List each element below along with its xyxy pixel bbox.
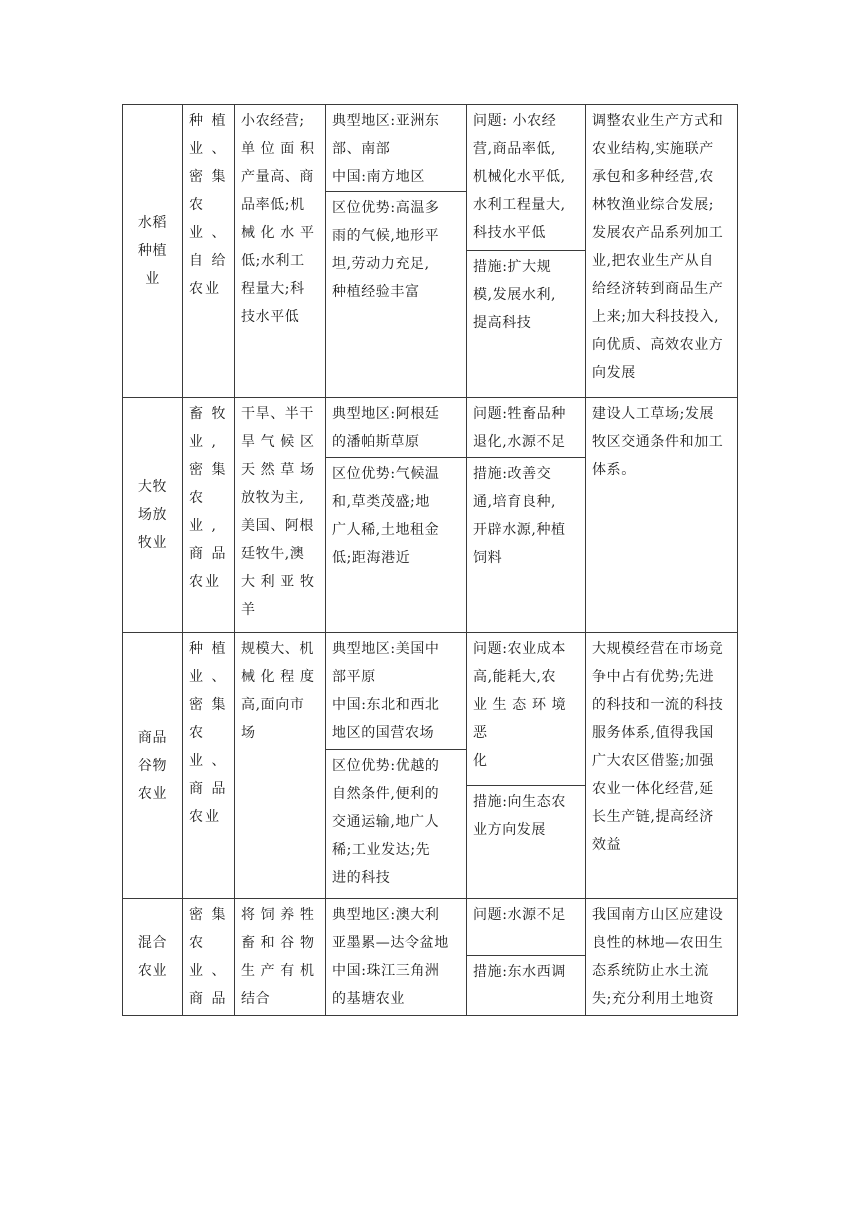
row2-development-text: 建设人工草场;发展 牧区交通条件和加工 体系。: [592, 406, 724, 478]
row2-problem: [466, 397, 586, 458]
row1-sector: [182, 104, 235, 398]
row4-measure-text: 措施:东水西调: [473, 964, 566, 980]
row3-type-text: 商品 谷物 农业: [137, 729, 168, 802]
row1-type: [122, 104, 183, 398]
row2-features: [234, 397, 326, 633]
row3-region: [325, 632, 467, 750]
row4-features-text: 将 饲 养 牲 畜 和 谷 物 生 产 有 机 结合: [241, 907, 315, 1007]
row2-region-text: 典型地区:阿根廷 的潘帕斯草原: [332, 406, 440, 450]
row4-development: [585, 898, 738, 1016]
row3-measure: [466, 785, 586, 899]
row4-sector: [182, 898, 235, 1016]
row3-sector-text: 种 植 业 、 密 集 农 业 、 商 品 农业: [189, 641, 228, 825]
row3-type: [122, 632, 183, 899]
row1-problem-text: 问题: 小农经 营,商品率低, 机械化水平低, 水利工程量大, 科技水平低: [473, 113, 566, 241]
row4-region-text: 典型地区:澳大利 亚墨累—达令盆地 中国:珠江三角洲 的基塘农业: [332, 907, 449, 1007]
row3-measure-text: 措施:向生态农 业方向发展: [473, 794, 566, 838]
row1-type-text: 水稻 种植 业: [137, 215, 168, 287]
row1-features: [234, 104, 326, 398]
row4-type-text: 混合 农业: [137, 935, 168, 979]
row3-advantage-text: 区位优势:优越的 自然条件,便利的 交通运输,地广人 稀;工业发达;先 进的科技: [332, 758, 440, 886]
row2-development: [585, 397, 738, 633]
row1-region: [325, 104, 467, 192]
row3-region-text: 典型地区:美国中 部平原 中国:东北和西北 地区的国营农场: [332, 641, 440, 741]
row1-development: [585, 104, 738, 398]
row1-region-text: 典型地区:亚洲东 部、南部 中国:南方地区: [332, 113, 440, 185]
row2-measure-text: 措施:改善交 通,培育良种, 开辟水源,种植 饲料: [473, 466, 566, 566]
row3-features-text: 规模大、机 械 化 程 度 高,面向市 场: [241, 641, 315, 741]
row1-features-text: 小农经营; 单 位 面 积 产量高、商 品率低;机 械 化 水 平 低;水利工 程量大;科 技水平低: [241, 113, 315, 325]
row2-sector-text: 畜 牧 业 , 密 集 农 业 , 商 品 农业: [189, 406, 228, 590]
row4-measure: [466, 955, 586, 1016]
row4-problem-text: 问题:水源不足: [473, 907, 566, 923]
row3-problem: [466, 632, 586, 786]
row2-type-text: 大牧 场放 牧业: [137, 479, 168, 551]
row1-development-text: 调整农业生产方式和 农业结构,实施联产 承包和多种经营,农 林牧渔业综合发展; 发展农产品系列加工 业,把农业生产从自 给经济转到商品生产 上来;加大科技投入, 向优质、高效农业方 向发展: [592, 113, 724, 381]
row3-development-text: 大规模经营在市场竞 争中占有优势;先进 的科技和一流的科技 服务体系,值得我国 广大农区借鉴;加强 农业一体化经营,延 长生产链,提高经济 效益: [592, 641, 724, 853]
row2-advantage-text: 区位优势:气候温 和,草类茂盛;地 广人稀,土地租金 低;距海港近: [332, 466, 440, 566]
row1-advantage: [325, 191, 467, 398]
row3-problem-text: 问题:农业成本 高,能耗大,农 业 生 态 环 境 恶 化: [473, 641, 567, 769]
row2-measure: [466, 457, 586, 633]
row2-features-text: 干旱、半干 旱 气 候 区 天 然 草 场 放牧为主, 美国、阿根 廷牧牛,澳 大 利 亚 牧 羊: [241, 406, 315, 618]
row3-development: [585, 632, 738, 899]
row4-region: [325, 898, 467, 1016]
row1-problem: [466, 104, 586, 251]
agriculture-comparison-table: [122, 104, 738, 1016]
row1-sector-text: 种 植 业 、 密 集 农 业 、 自 给 农业: [189, 113, 228, 297]
row2-sector: [182, 397, 235, 633]
row2-region: [325, 397, 467, 458]
row1-measure: [466, 250, 586, 398]
row4-features: [234, 898, 326, 1016]
row4-development-text: 我国南方山区应建设 良性的林地—农田生 态系统防止水土流 失;充分利用土地资: [592, 907, 724, 1007]
row4-type: [122, 898, 183, 1016]
row3-features: [234, 632, 326, 899]
row2-type: [122, 397, 183, 633]
row1-measure-text: 措施:扩大规 模,发展水利, 提高科技: [473, 259, 557, 331]
row2-advantage: [325, 457, 467, 633]
row1-advantage-text: 区位优势:高温多 雨的气候,地形平 坦,劳动力充足, 种植经验丰富: [332, 200, 440, 300]
row2-problem-text: 问题:牲畜品种 退化,水源不足: [473, 406, 566, 450]
row4-sector-text: 密 集 农 业 、 商 品: [189, 907, 228, 1007]
row3-advantage: [325, 749, 467, 899]
row4-problem: [466, 898, 586, 956]
row3-sector: [182, 632, 235, 899]
